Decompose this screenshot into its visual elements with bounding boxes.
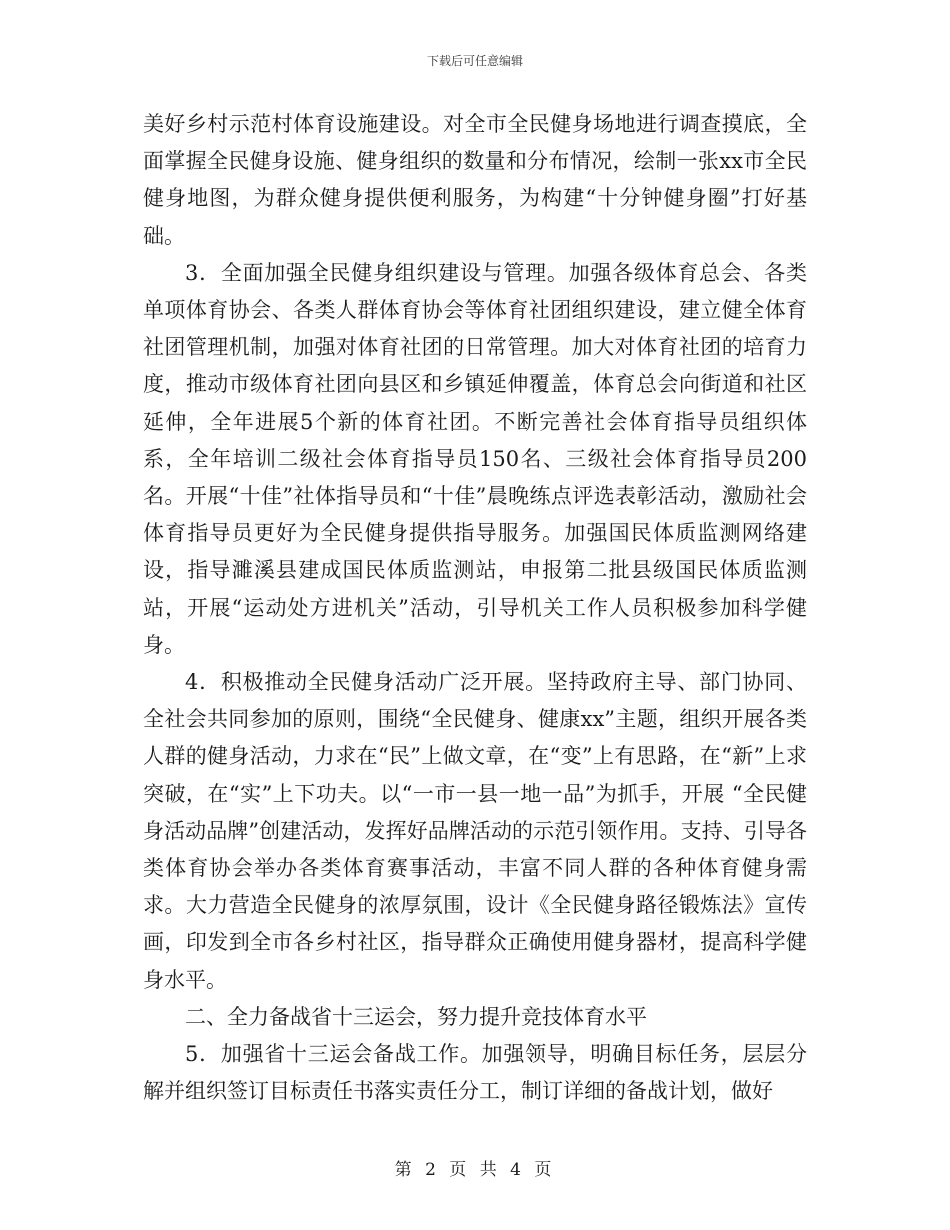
section-heading-2: 二、全力备战省十三运会，努力提升竞技体育水平: [185, 1004, 647, 1029]
paragraph-continuation: 美好乡村示范村体育设施建设。对全市全民健身场地进行调查摸底，全面掌握全民健身设施、健身组织的数量和分布情况，绘制一张xx市全民健身地图，为群众健身提供便利服务，为构建“十分钟健身圈”打好基础。: [143, 112, 807, 248]
paragraph-item-3: 3．全面加强全民健身组织建设与管理。加强各级体育总会、各类单项体育协会、各类人群体育协会等体育社团组织建设，建立健全体育社团管理机制，加强对体育社团的日常管理。加大对体育社团的培育力度，推动市级体育社团向县区和乡镇延伸覆盖，体育总会向街道和社区延伸，全年进展5个新的体育社团。不断完善社会体育指导员组织体系，全年培训二级社会体育指导员150名、三级社会体育指导员200名。开展“十佳”社体指导员和“十佳”晨晚练点评选表彰活动，激励社会体育指导员更好为全民健身提供指导服务。加强国民体质监测网络建设，指导濉溪县建成国民体质监测站，申报第二批县级国民体质监测站，开展“运动处方进机关”活动，引导机关工作人员积极参加科学健身。: [143, 260, 807, 657]
paragraph-item-5: 5．加强省十三运会备战工作。加强领导，明确目标任务，层层分解并组织签订目标责任书落实责任分工，制订详细的备战计划，做好: [143, 1042, 807, 1104]
page-footer: 第 2 页 共 4 页: [394, 1160, 556, 1180]
document-body: [143, 106, 807, 1110]
paragraph-item-4: 4．积极推动全民健身活动广泛开展。坚持政府主导、部门协同、全社会共同参加的原则，围绕“全民健身、健康xx”主题，组织开展各类人群的健身活动，力求在“民”上做文章，在“变”上有思路，在“新”上求突破，在“实”上下功夫。以“一市一县一地一品”为抓手，开展 “全民健身活动品牌”创建活动，发挥好品牌活动的示范引领作用。支持、引导各类体育协会举办各类体育赛事活动，丰富不同人群的各种体育健身需求。大力营造全民健身的浓厚氛围，设计《全民健身路径锻炼法》宣传画，印发到全市各乡村社区，指导群众正确使用健身器材，提高科学健身水平。: [143, 670, 807, 992]
page-header: 下载后可任意编辑: [426, 54, 523, 68]
